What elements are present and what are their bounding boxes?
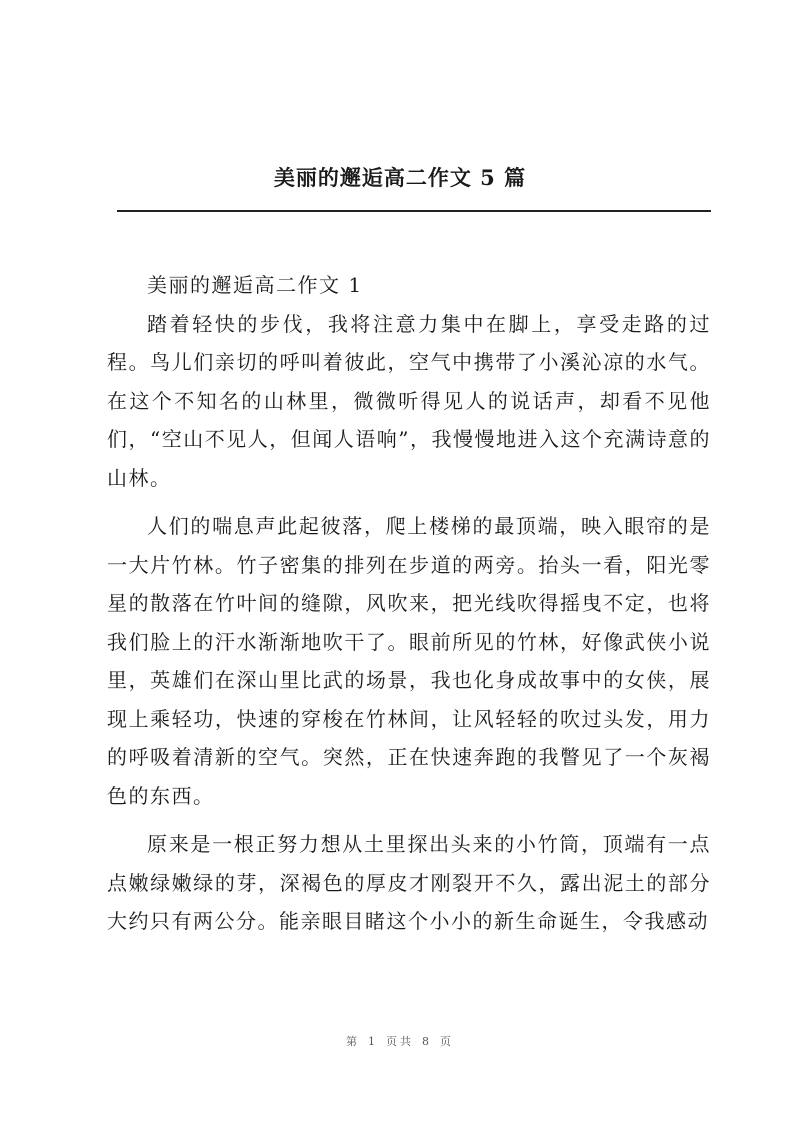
article-body [107,266,711,951]
page-footer [0,1033,800,1049]
footer-total-pages: 8 [422,1035,432,1048]
page-title: 美丽的邂逅高二作文 5 篇 [273,165,527,190]
paragraph-2: 人们的喘息声此起彼落，爬上楼梯的最顶端，映入眼帘的是一大片竹林。竹子密集的排列在步道的两旁。抬头一看，阳光零星的散落在竹叶间的缝隙，风吹来，把光线吹得摇曳不定，也将我们脸上的汗水渐渐地吹干了。眼前所见的竹林，好像武侠小说里，英雄们在深山里比武的场景，我也化身成故事中的女侠，展现上乘轻功，快速的穿梭在竹林间，让风轻轻的吹过头发，用力的呼吸着清新的空气。突然，正在快速奔跑的我瞥见了一个灰褐色的东西。 [107,514,711,808]
footer-current-page: 1 [368,1035,378,1048]
title-divider [117,210,711,212]
footer-suffix: 页 [440,1035,454,1048]
footer-middle: 页共 [386,1035,414,1048]
footer-prefix: 第 [346,1035,360,1048]
section-heading: 美丽的邂逅高二作文 1 [147,273,363,297]
paragraph-1: 踏着轻快的步伐，我将注意力集中在脚上，享受走路的过程。鸟儿们亲切的呼叫着彼此，空气中携带了小溪沁凉的水气。在这个不知名的山林里，微微听得见人的说话声，却看不见他们，“空山不见人，但闻人语响”，我慢慢地进入这个充满诗意的山林。 [107,311,711,490]
paragraph-3: 原来是一根正努力想从土里探出头来的小竹筒，顶端有一点点嫩绿嫩绿的芽，深褐色的厚皮才刚裂开不久，露出泥土的部分大约只有两公分。能亲眼目睹这个小小的新生命诞生，令我感动 [107,832,711,933]
